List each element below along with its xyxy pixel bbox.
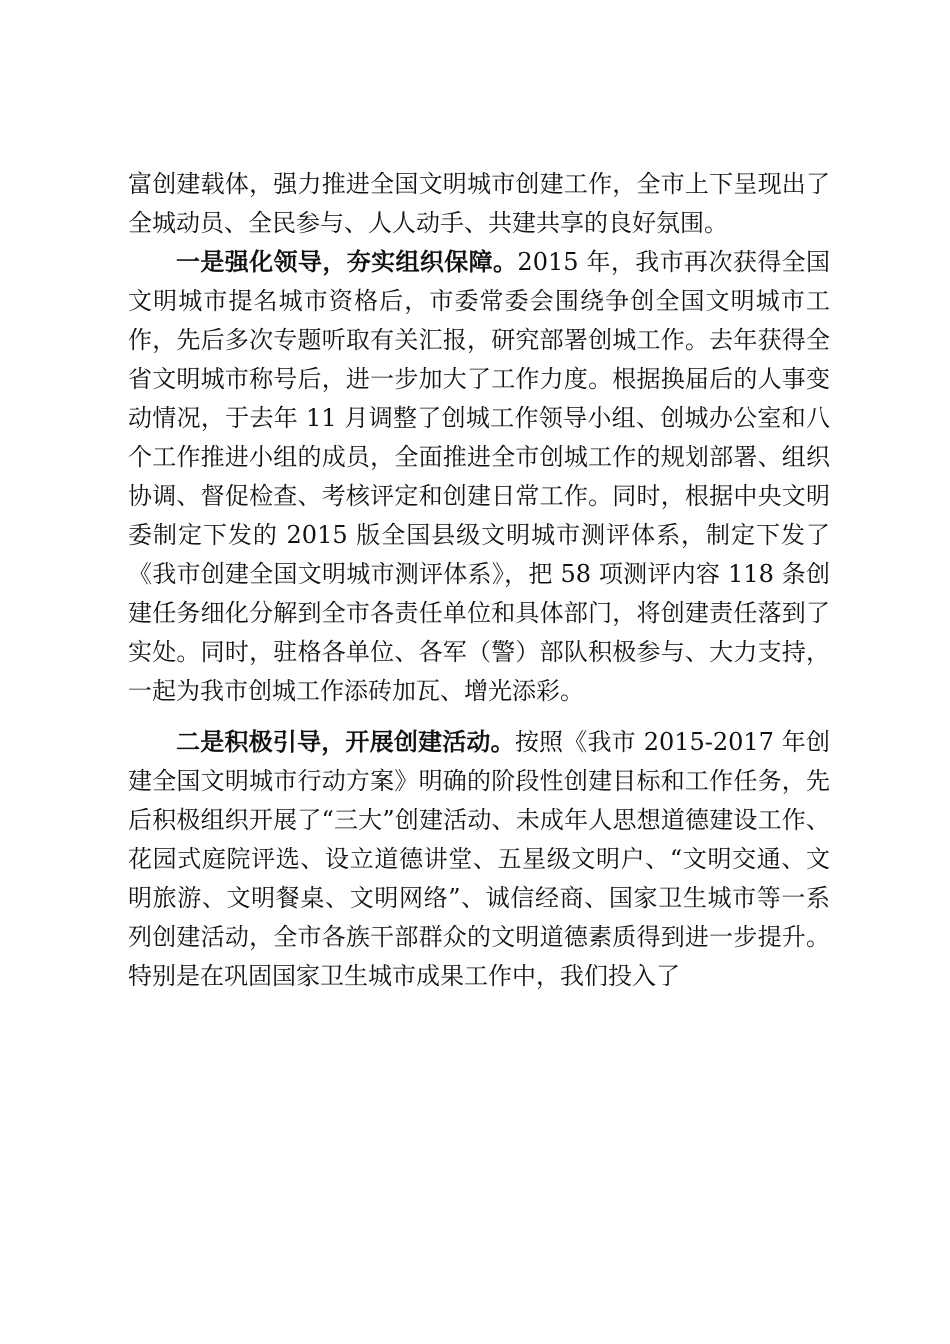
paragraph-text: 2015 年，我市再次获得全国文明城市提名城市资格后，市委常委会围绕争创全国文明城市工作，先后多次专题听取有关汇报，研究部署创城工作。去年获得全省文明城市称号后，进一步加大了工作力度。根据换届后的人事变动情况，于去年 11 月调整了创城工作领导小组、创城办公室和八个工作推进小组的成员，全面推进全市创城工作的规划部署、组织协调、督促检查、考核评定和创建日常工作。同时，根据中央文明委制定下发的 2015 版全国县级文明城市测评体系，制定下发了《我市创建全国文明城市测评体系》，把 58 项测评内容 118 条创建任务细化分解到全市各责任单位和具体部门，将创建责任落到了实处。同时，驻格各单位、各军（警）部队积极参与、大力支持，一起为我市创城工作添砖加瓦、增光添彩。 [128, 248, 830, 705]
paragraph-organizational-guarantee [128, 243, 830, 711]
paragraph-creation-activities [128, 723, 830, 996]
paragraph-continuation [128, 165, 830, 243]
paragraph-text: 按照《我市 2015-2017 年创建全国文明城市行动方案》明确的阶段性创建目标和工作任务，先后积极组织开展了“三大”创建活动、未成年人思想道德建设工作、花园式庭院评选、设立道德讲堂、五星级文明户、“文明交通、文明旅游、文明餐桌、文明网络”、诚信经商、国家卫生城市等一系列创建活动，全市各族干部群众的文明道德素质得到进一步提升。特别是在巩固国家卫生城市成果工作中，我们投入了 [128, 728, 830, 990]
paragraph-text: 富创建载体，强力推进全国文明城市创建工作，全市上下呈现出了全城动员、全民参与、人人动手、共建共享的良好氛围。 [128, 170, 830, 237]
document-body [128, 165, 830, 996]
paragraph-lead-heading: 一是强化领导，夯实组织保障。 [176, 248, 518, 276]
paragraph-lead-heading: 二是积极引导，开展创建活动。 [176, 728, 515, 756]
